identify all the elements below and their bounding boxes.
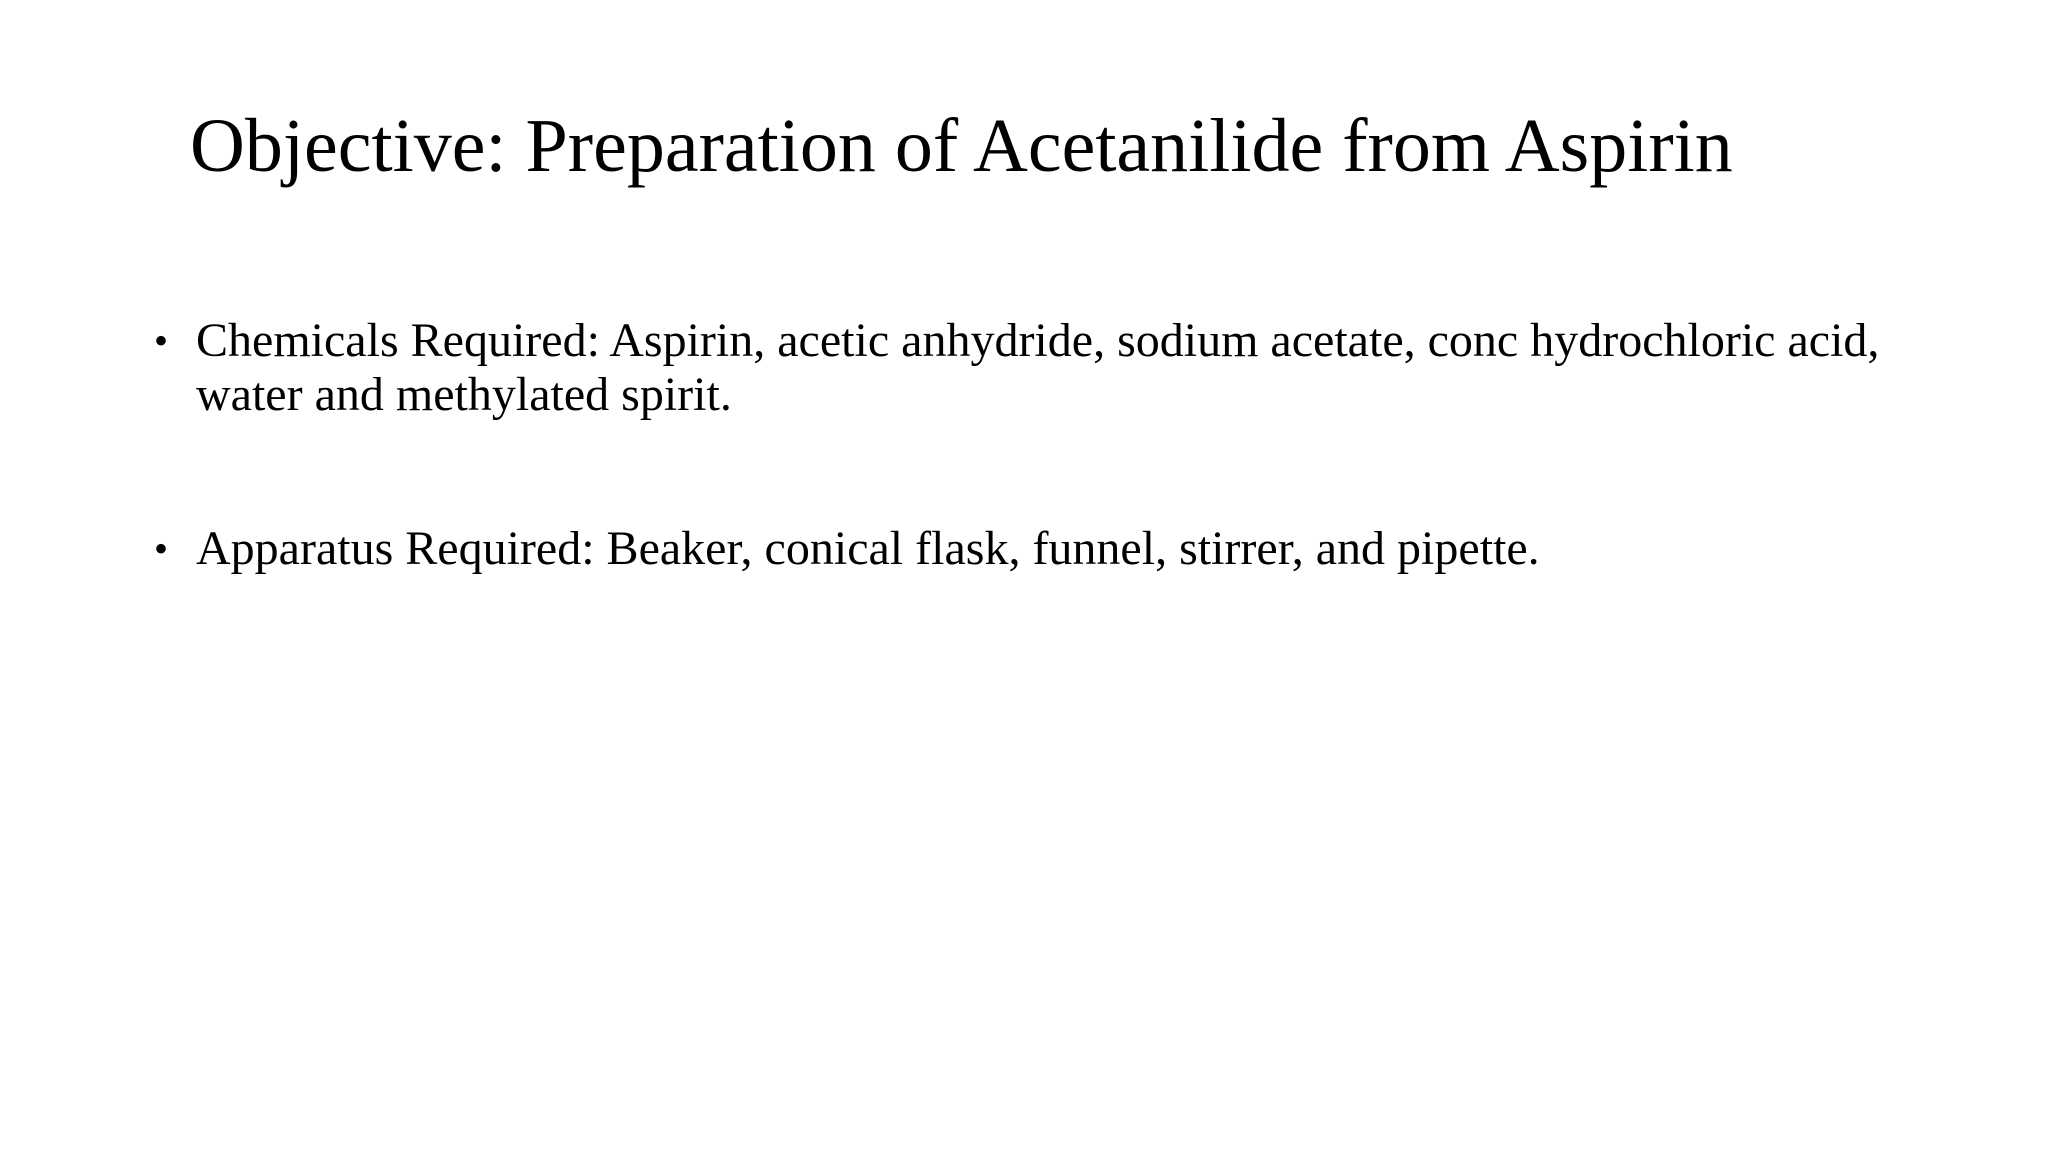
bullet-marker: • [154, 526, 169, 571]
bullet-text: Apparatus Required: Beaker, conical flask, funnel, stirrer, and pipette. [196, 522, 1540, 575]
slide-title: Objective: Preparation of Acetanilide from Aspirin [190, 104, 1733, 188]
bullet-chemicals [150, 314, 1910, 422]
bullet-marker: • [154, 318, 169, 363]
bullet-text: Chemicals Required: Aspirin, acetic anhydride, sodium acetate, conc hydrochloric acid, water and methylated spirit. [196, 314, 1880, 421]
bullet-list [150, 314, 1910, 576]
bullet-apparatus [150, 522, 1910, 576]
